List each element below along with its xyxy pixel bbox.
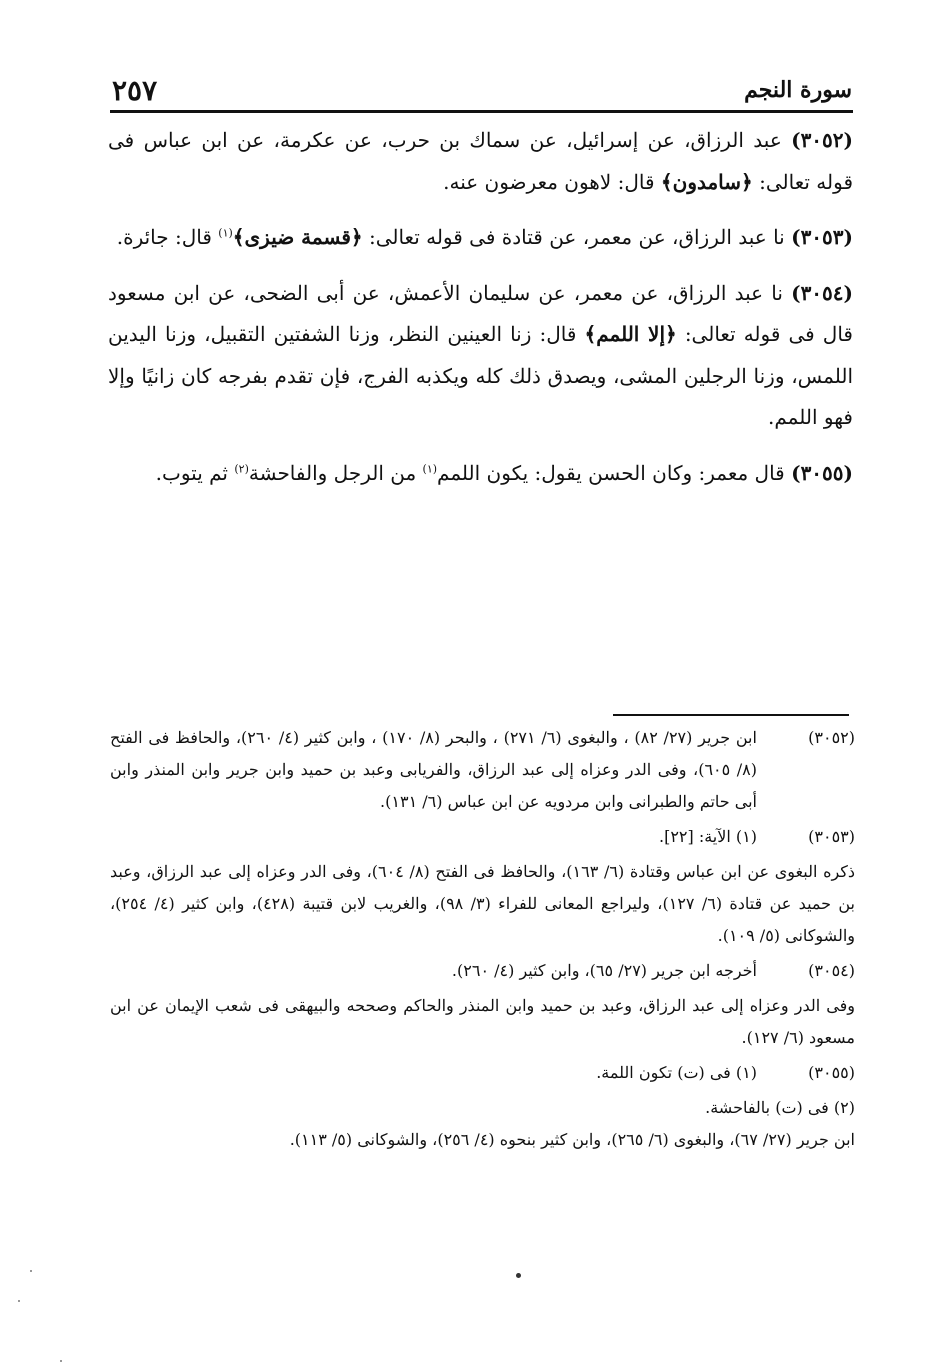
footnote-3052	[110, 722, 855, 818]
page-number: ٢٥٧	[112, 73, 158, 107]
footnote-text: وفى الدر وعزاه إلى عبد الرزاق، وعبد بن حميد وابن المنذر والحاكم وصححه والبيهقى فى شعب الإيمان عن ابن مسعود (٦/ ١٢٧).	[110, 996, 855, 1047]
quran-quote: ﴿سامدون﴾	[660, 169, 753, 194]
footnote-ref: (٣٠٥٤)	[808, 961, 855, 980]
hadith-number: (٣٠٥٤)	[791, 280, 853, 305]
footnote-marker: (١)	[218, 226, 233, 240]
footnote-ref: (٣٠٥٥)	[808, 1063, 855, 1082]
footnote-ref: (٣٠٥٢)	[808, 728, 855, 747]
hadith-text: ثم يتوب.	[155, 460, 235, 485]
footnote-line: (٢) فى (ت) بالفاحشة.	[705, 1098, 855, 1117]
footnote-3053	[110, 821, 855, 853]
footnote-3055	[110, 1057, 855, 1089]
hadith-text: قال: زنا العينين النظر، وزنا الشفتين التقبيل، وزنا اليدين اللمس، وزنا الرجلين المشى، ويصدق ذلك كله ويكذبه الفرج، فإن تقدم بفرجه كان زانيًا وإلا فهو اللمم.	[108, 322, 853, 429]
footnote-marker: (٢)	[234, 461, 249, 475]
page-header	[112, 70, 852, 110]
footnote-text: ابن جرير (٢٧/ ٨٢) ، والبغوى (٦/ ٢٧١) ، والبحر (٨/ ١٧٠) ، وابن كثير (٤/ ٢٦٠)، والحافظ فى الفتح (٨/ ٦٠٥)، وفى الدر وعزاه إلى عبد الرزاق، والفريابى وعبد بن حميد وابن جرير وابن المنذر وابن أبى حاتم والطبرانى وابن مردويه عن ابن عباس (٦/ ١٣١).	[110, 728, 757, 811]
hadith-text: من الرجل والفاحشة	[248, 460, 423, 485]
footnote-rule	[613, 714, 849, 716]
footnote-3054	[110, 955, 855, 987]
footnote-line: أخرجه ابن جرير (٢٧/ ٦٥)، وابن كثير (٤/ ٢٦٠).	[451, 961, 757, 980]
hadith-3052	[108, 120, 853, 203]
footnote-ref: (٣٠٥٣)	[808, 827, 855, 846]
surah-title: سورة النجم	[744, 77, 852, 103]
scan-speck	[18, 1300, 20, 1302]
hadith-3053	[108, 217, 853, 259]
hadith-number: (٣٠٥٢)	[791, 128, 853, 152]
footnotes	[110, 722, 855, 1156]
hadith-number: (٣٠٥٥)	[791, 460, 853, 485]
hadith-3054	[108, 273, 853, 439]
main-text	[108, 120, 853, 508]
quran-quote: ﴿إلا اللمم﴾	[584, 322, 677, 346]
hadith-3055	[108, 453, 853, 495]
footnote-line: (١) فى (ت) تكون اللمة.	[596, 1063, 757, 1082]
footnote-line: (١) الآية: [٢٢].	[658, 827, 757, 846]
quran-quote: ﴿قسمة ضيزى﴾	[232, 225, 363, 249]
hadith-text: نا عبد الرزاق، عن معمر، عن سليمان الأعمش، عن أبى الضحى، عن ابن مسعود قال فى قوله تعالى:	[108, 280, 853, 346]
scan-speck	[60, 1360, 62, 1362]
header-rule	[110, 110, 853, 113]
footnote-text: ذكره البغوى عن ابن عباس وقتادة (٦/ ١٦٣)، والحافظ فى الفتح (٨/ ٦٠٤)، وفى الدر وعزاه إلى عبد الرزاق، وعبد بن حميد عن قتادة (٦/ ١٢٧)، وليراجع المعانى للفراء (٣/ ٩٨)، والغريب لابن قتيبة (٤٢٨)، وابن كثير (٤/ ٢٥٤)، والشوكانى (٥/ ١٠٩).	[110, 862, 856, 945]
footnote-marker: (١)	[422, 461, 438, 475]
hadith-text: قال معمر: وكان الحسن يقول: يكون اللمم	[437, 460, 792, 485]
hadith-text: قال: جائرة.	[116, 225, 219, 249]
footnote-text: ابن جرير (٢٧/ ٦٧)، والبغوى (٦/ ٢٦٥)، وابن كثير بنحوه (٤/ ٢٥٦)، والشوكانى (٥/ ١١٣).	[289, 1130, 855, 1149]
hadith-text: عبد الرزاق، عن إسرائيل، عن سماك بن حرب، عن عكرمة، عن ابن عباس فى قوله تعالى:	[108, 128, 853, 194]
hadith-text: قال: لاهون معرضون عنه.	[443, 169, 661, 194]
hadith-text: نا عبد الرزاق، عن معمر، عن قتادة فى قوله تعالى:	[362, 225, 792, 249]
scan-mark	[516, 1273, 521, 1278]
scan-speck	[30, 1270, 32, 1272]
hadith-number: (٣٠٥٣)	[791, 225, 853, 249]
